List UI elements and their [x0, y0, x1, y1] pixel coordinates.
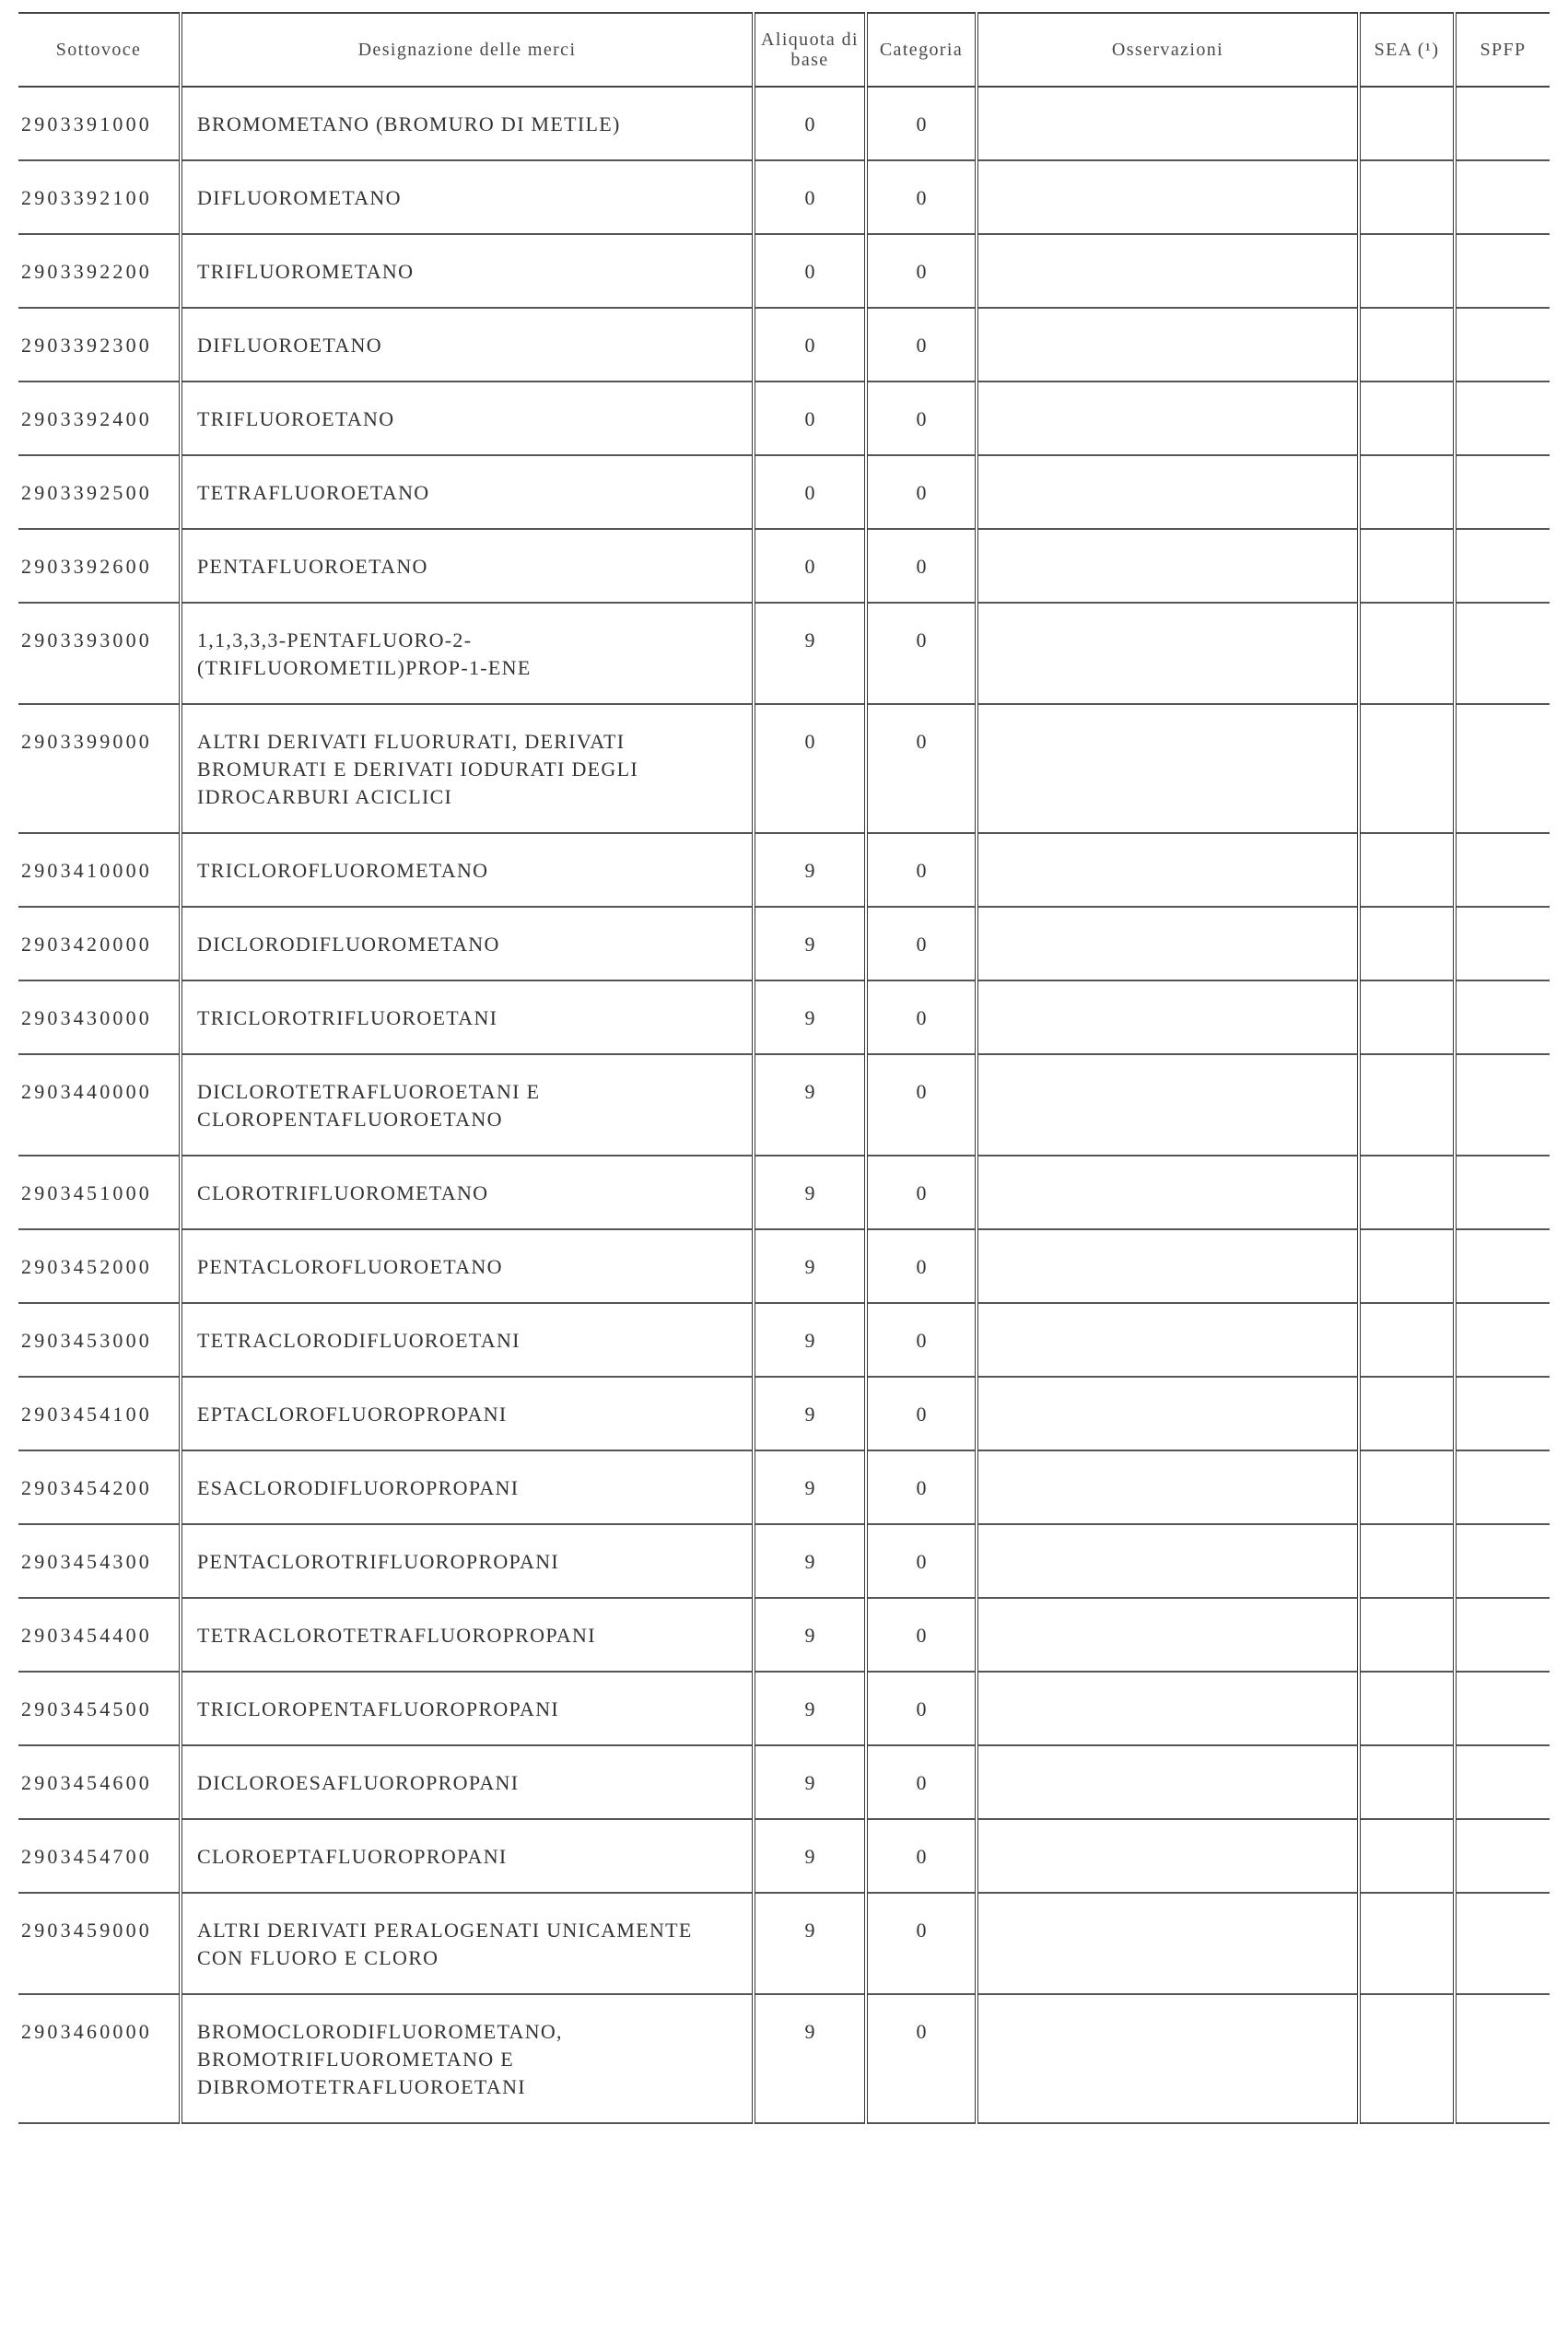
designazione-line: ALTRI DERIVATI FLUORURATI, DERIVATI [197, 730, 626, 753]
cell-sea [1359, 1054, 1455, 1156]
cell-categoria: 0 [866, 603, 977, 704]
cell-categoria: 0 [866, 455, 977, 529]
cell-sea [1359, 160, 1455, 234]
table-row [18, 1054, 1550, 1156]
cell-osservazioni [977, 529, 1359, 603]
cell-spfp [1455, 1156, 1550, 1229]
designazione-line: CLOROEPTAFLUOROPROPANI [197, 1845, 508, 1868]
cell-categoria: 0 [866, 1156, 977, 1229]
cell-sottovoce: 2903392600 [18, 529, 181, 603]
cell-sea [1359, 1524, 1455, 1598]
cell-sottovoce: 2903454500 [18, 1672, 181, 1745]
cell-aliquota-di-base: 9 [754, 907, 866, 980]
cell-osservazioni [977, 160, 1359, 234]
cell-sea [1359, 1450, 1455, 1524]
col-header-sottovoce: Sottovoce [18, 13, 181, 87]
cell-osservazioni [977, 382, 1359, 455]
table-row [18, 1377, 1550, 1450]
cell-spfp [1455, 1524, 1550, 1598]
cell-designazione [181, 704, 754, 833]
cell-osservazioni [977, 455, 1359, 529]
cell-spfp [1455, 234, 1550, 308]
cell-osservazioni [977, 1745, 1359, 1819]
cell-designazione [181, 833, 754, 907]
cell-sottovoce: 2903460000 [18, 1994, 181, 2123]
cell-categoria: 0 [866, 160, 977, 234]
designazione-line: TETRAFLUOROETANO [197, 481, 430, 504]
cell-spfp [1455, 1819, 1550, 1893]
cell-categoria: 0 [866, 1450, 977, 1524]
table-row [18, 308, 1550, 382]
cell-designazione [181, 1819, 754, 1893]
cell-categoria: 0 [866, 382, 977, 455]
cell-sottovoce: 2903454400 [18, 1598, 181, 1672]
cell-categoria: 0 [866, 980, 977, 1054]
cell-spfp [1455, 455, 1550, 529]
cell-categoria: 0 [866, 1598, 977, 1672]
designazione-line: DICLORODIFLUOROMETANO [197, 933, 500, 956]
table-row [18, 382, 1550, 455]
cell-spfp [1455, 1450, 1550, 1524]
cell-aliquota-di-base: 0 [754, 234, 866, 308]
table-row [18, 455, 1550, 529]
table-row [18, 1598, 1550, 1672]
col-header-categoria: Categoria [866, 13, 977, 87]
cell-categoria: 0 [866, 704, 977, 833]
designazione-line: BROMURATI E DERIVATI IODURATI DEGLI [197, 757, 638, 781]
cell-aliquota-di-base: 9 [754, 1156, 866, 1229]
cell-spfp [1455, 529, 1550, 603]
cell-sea [1359, 308, 1455, 382]
cell-spfp [1455, 160, 1550, 234]
designazione-line: TETRACLORODIFLUOROETANI [197, 1329, 521, 1352]
cell-aliquota-di-base: 9 [754, 1524, 866, 1598]
designazione-line: BROMOTRIFLUOROMETANO E [197, 2048, 515, 2071]
cell-osservazioni [977, 1994, 1359, 2123]
col-header-spfp: SPFP [1455, 13, 1550, 87]
cell-designazione [181, 308, 754, 382]
cell-sottovoce: 2903454700 [18, 1819, 181, 1893]
col-header-aliquota-di-base [754, 13, 866, 87]
designazione-line: EPTACLOROFLUOROPROPANI [197, 1403, 508, 1426]
cell-spfp [1455, 87, 1550, 160]
cell-osservazioni [977, 1893, 1359, 1994]
cell-spfp [1455, 1672, 1550, 1745]
cell-spfp [1455, 603, 1550, 704]
cell-sottovoce: 2903392500 [18, 455, 181, 529]
cell-designazione [181, 603, 754, 704]
cell-sottovoce: 2903454300 [18, 1524, 181, 1598]
cell-sottovoce: 2903392100 [18, 160, 181, 234]
cell-sea [1359, 980, 1455, 1054]
cell-sea [1359, 907, 1455, 980]
cell-spfp [1455, 1745, 1550, 1819]
table-row [18, 1450, 1550, 1524]
cell-designazione [181, 1893, 754, 1994]
cell-aliquota-di-base: 9 [754, 833, 866, 907]
cell-categoria: 0 [866, 1054, 977, 1156]
cell-categoria: 0 [866, 833, 977, 907]
cell-osservazioni [977, 1377, 1359, 1450]
table-row [18, 1229, 1550, 1303]
cell-sottovoce: 2903452000 [18, 1229, 181, 1303]
cell-categoria: 0 [866, 87, 977, 160]
col-header-aliquota-line: base [790, 50, 829, 70]
cell-spfp [1455, 907, 1550, 980]
cell-spfp [1455, 833, 1550, 907]
cell-designazione [181, 87, 754, 160]
cell-designazione [181, 529, 754, 603]
cell-designazione [181, 1450, 754, 1524]
cell-osservazioni [977, 1450, 1359, 1524]
cell-categoria: 0 [866, 1893, 977, 1994]
cell-sea [1359, 1303, 1455, 1377]
cell-osservazioni [977, 603, 1359, 704]
cell-aliquota-di-base: 9 [754, 980, 866, 1054]
cell-osservazioni [977, 308, 1359, 382]
table-row [18, 704, 1550, 833]
cell-sottovoce: 2903392300 [18, 308, 181, 382]
table-body [18, 87, 1550, 2123]
designazione-line: TRICLOROTRIFLUOROETANI [197, 1006, 498, 1029]
table-row [18, 1745, 1550, 1819]
designazione-line: PENTAFLUOROETANO [197, 555, 428, 578]
table-row [18, 1524, 1550, 1598]
cell-spfp [1455, 308, 1550, 382]
cell-categoria: 0 [866, 1819, 977, 1893]
cell-aliquota-di-base: 9 [754, 1994, 866, 2123]
cell-osservazioni [977, 980, 1359, 1054]
cell-aliquota-di-base: 9 [754, 1377, 866, 1450]
col-header-osservazioni: Osservazioni [977, 13, 1359, 87]
cell-designazione [181, 1156, 754, 1229]
cell-sottovoce: 2903454200 [18, 1450, 181, 1524]
designazione-line: IDROCARBURI ACICLICI [197, 785, 453, 808]
table-row [18, 603, 1550, 704]
cell-aliquota-di-base: 9 [754, 1672, 866, 1745]
cell-osservazioni [977, 234, 1359, 308]
cell-designazione [181, 1672, 754, 1745]
cell-spfp [1455, 1054, 1550, 1156]
cell-sea [1359, 1598, 1455, 1672]
designazione-line: TRICLOROFLUOROMETANO [197, 859, 489, 882]
cell-osservazioni [977, 1054, 1359, 1156]
cell-aliquota-di-base: 9 [754, 1229, 866, 1303]
cell-designazione [181, 455, 754, 529]
cell-designazione [181, 1745, 754, 1819]
table-header-row [18, 13, 1550, 87]
cell-osservazioni [977, 1819, 1359, 1893]
table-row [18, 160, 1550, 234]
table-row [18, 833, 1550, 907]
cell-sea [1359, 1156, 1455, 1229]
col-header-sea: SEA (¹) [1359, 13, 1455, 87]
cell-osservazioni [977, 704, 1359, 833]
cell-sea [1359, 1819, 1455, 1893]
cell-sea [1359, 603, 1455, 704]
designazione-line: DICLOROTETRAFLUOROETANI E [197, 1080, 541, 1103]
cell-sottovoce: 2903399000 [18, 704, 181, 833]
cell-sottovoce: 2903454100 [18, 1377, 181, 1450]
cell-aliquota-di-base: 9 [754, 1303, 866, 1377]
designazione-line: 1,1,3,3,3-PENTAFLUORO-2- [197, 628, 473, 652]
cell-categoria: 0 [866, 1229, 977, 1303]
cell-sea [1359, 1229, 1455, 1303]
cell-aliquota-di-base: 0 [754, 160, 866, 234]
cell-sea [1359, 529, 1455, 603]
cell-sottovoce: 2903453000 [18, 1303, 181, 1377]
cell-spfp [1455, 1377, 1550, 1450]
col-header-designazione: Designazione delle merci [181, 13, 754, 87]
designazione-line: DICLOROESAFLUOROPROPANI [197, 1771, 520, 1794]
cell-designazione [181, 1994, 754, 2123]
cell-osservazioni [977, 1303, 1359, 1377]
cell-categoria: 0 [866, 907, 977, 980]
designazione-line: TETRACLOROTETRAFLUOROPROPANI [197, 1624, 596, 1647]
cell-categoria: 0 [866, 308, 977, 382]
cell-designazione [181, 234, 754, 308]
cell-aliquota-di-base: 0 [754, 529, 866, 603]
cell-sea [1359, 1672, 1455, 1745]
cell-aliquota-di-base: 9 [754, 1450, 866, 1524]
cell-aliquota-di-base: 0 [754, 87, 866, 160]
cell-designazione [181, 1229, 754, 1303]
cell-sea [1359, 1745, 1455, 1819]
cell-sea [1359, 1994, 1455, 2123]
tariff-table [18, 12, 1550, 2124]
cell-sottovoce: 2903392200 [18, 234, 181, 308]
cell-categoria: 0 [866, 1994, 977, 2123]
table-row [18, 1303, 1550, 1377]
table-row [18, 1156, 1550, 1229]
cell-sea [1359, 382, 1455, 455]
table-row [18, 234, 1550, 308]
table-row [18, 1672, 1550, 1745]
cell-categoria: 0 [866, 529, 977, 603]
table-row [18, 1994, 1550, 2123]
cell-designazione [181, 1524, 754, 1598]
designazione-line: PENTACLOROFLUOROETANO [197, 1255, 503, 1278]
designazione-line: ESACLORODIFLUOROPROPANI [197, 1476, 520, 1499]
cell-sottovoce: 2903459000 [18, 1893, 181, 1994]
cell-osservazioni [977, 1229, 1359, 1303]
cell-osservazioni [977, 1598, 1359, 1672]
cell-sottovoce: 2903410000 [18, 833, 181, 907]
cell-aliquota-di-base: 9 [754, 1598, 866, 1672]
designazione-line: PENTACLOROTRIFLUOROPROPANI [197, 1550, 560, 1573]
cell-sottovoce: 2903430000 [18, 980, 181, 1054]
cell-aliquota-di-base: 9 [754, 1893, 866, 1994]
col-header-aliquota-line: Aliquota di [761, 29, 859, 50]
cell-osservazioni [977, 87, 1359, 160]
cell-osservazioni [977, 1672, 1359, 1745]
table-row [18, 907, 1550, 980]
cell-designazione [181, 1377, 754, 1450]
cell-spfp [1455, 704, 1550, 833]
cell-sea [1359, 87, 1455, 160]
cell-categoria: 0 [866, 1377, 977, 1450]
cell-aliquota-di-base: 9 [754, 603, 866, 704]
table-row [18, 529, 1550, 603]
cell-osservazioni [977, 833, 1359, 907]
cell-designazione [181, 1598, 754, 1672]
designazione-line: (TRIFLUOROMETIL)PROP-1-ENE [197, 656, 532, 679]
table-row [18, 1893, 1550, 1994]
cell-sea [1359, 234, 1455, 308]
designazione-line: DIFLUOROMETANO [197, 186, 402, 209]
cell-aliquota-di-base: 9 [754, 1745, 866, 1819]
cell-categoria: 0 [866, 234, 977, 308]
cell-sottovoce: 2903420000 [18, 907, 181, 980]
designazione-line: BROMOCLORODIFLUOROMETANO, [197, 2020, 563, 2043]
cell-aliquota-di-base: 0 [754, 308, 866, 382]
designazione-line: DIBROMOTETRAFLUOROETANI [197, 2075, 526, 2098]
cell-osservazioni [977, 1524, 1359, 1598]
designazione-line: TRIFLUOROMETANO [197, 260, 415, 283]
designazione-line: TRICLOROPENTAFLUOROPROPANI [197, 1697, 560, 1720]
cell-sottovoce: 2903391000 [18, 87, 181, 160]
cell-spfp [1455, 1229, 1550, 1303]
cell-categoria: 0 [866, 1303, 977, 1377]
cell-osservazioni [977, 907, 1359, 980]
cell-categoria: 0 [866, 1524, 977, 1598]
cell-sottovoce: 2903451000 [18, 1156, 181, 1229]
cell-categoria: 0 [866, 1745, 977, 1819]
designazione-line: DIFLUOROETANO [197, 334, 382, 357]
designazione-line: CLOROPENTAFLUOROETANO [197, 1108, 503, 1131]
cell-sottovoce: 2903440000 [18, 1054, 181, 1156]
cell-sottovoce: 2903392400 [18, 382, 181, 455]
cell-sea [1359, 1377, 1455, 1450]
cell-spfp [1455, 1994, 1550, 2123]
cell-sottovoce: 2903393000 [18, 603, 181, 704]
cell-aliquota-di-base: 0 [754, 455, 866, 529]
table-row [18, 87, 1550, 160]
designazione-line: TRIFLUOROETANO [197, 407, 395, 430]
designazione-line: CLOROTRIFLUOROMETANO [197, 1181, 489, 1204]
cell-spfp [1455, 1893, 1550, 1994]
designazione-line: BROMOMETANO (BROMURO DI METILE) [197, 112, 621, 135]
cell-aliquota-di-base: 0 [754, 382, 866, 455]
cell-spfp [1455, 1303, 1550, 1377]
cell-designazione [181, 1054, 754, 1156]
cell-aliquota-di-base: 9 [754, 1819, 866, 1893]
cell-osservazioni [977, 1156, 1359, 1229]
designazione-line: CON FLUORO E CLORO [197, 1946, 439, 1969]
cell-sea [1359, 1893, 1455, 1994]
cell-spfp [1455, 382, 1550, 455]
cell-aliquota-di-base: 9 [754, 1054, 866, 1156]
cell-designazione [181, 382, 754, 455]
cell-designazione [181, 1303, 754, 1377]
table-row [18, 980, 1550, 1054]
cell-designazione [181, 980, 754, 1054]
cell-aliquota-di-base: 0 [754, 704, 866, 833]
cell-spfp [1455, 1598, 1550, 1672]
table-row [18, 1819, 1550, 1893]
cell-designazione [181, 160, 754, 234]
cell-sea [1359, 833, 1455, 907]
designazione-line: ALTRI DERIVATI PERALOGENATI UNICAMENTE [197, 1919, 693, 1942]
cell-designazione [181, 907, 754, 980]
cell-categoria: 0 [866, 1672, 977, 1745]
cell-spfp [1455, 980, 1550, 1054]
cell-sea [1359, 455, 1455, 529]
cell-sottovoce: 2903454600 [18, 1745, 181, 1819]
cell-sea [1359, 704, 1455, 833]
